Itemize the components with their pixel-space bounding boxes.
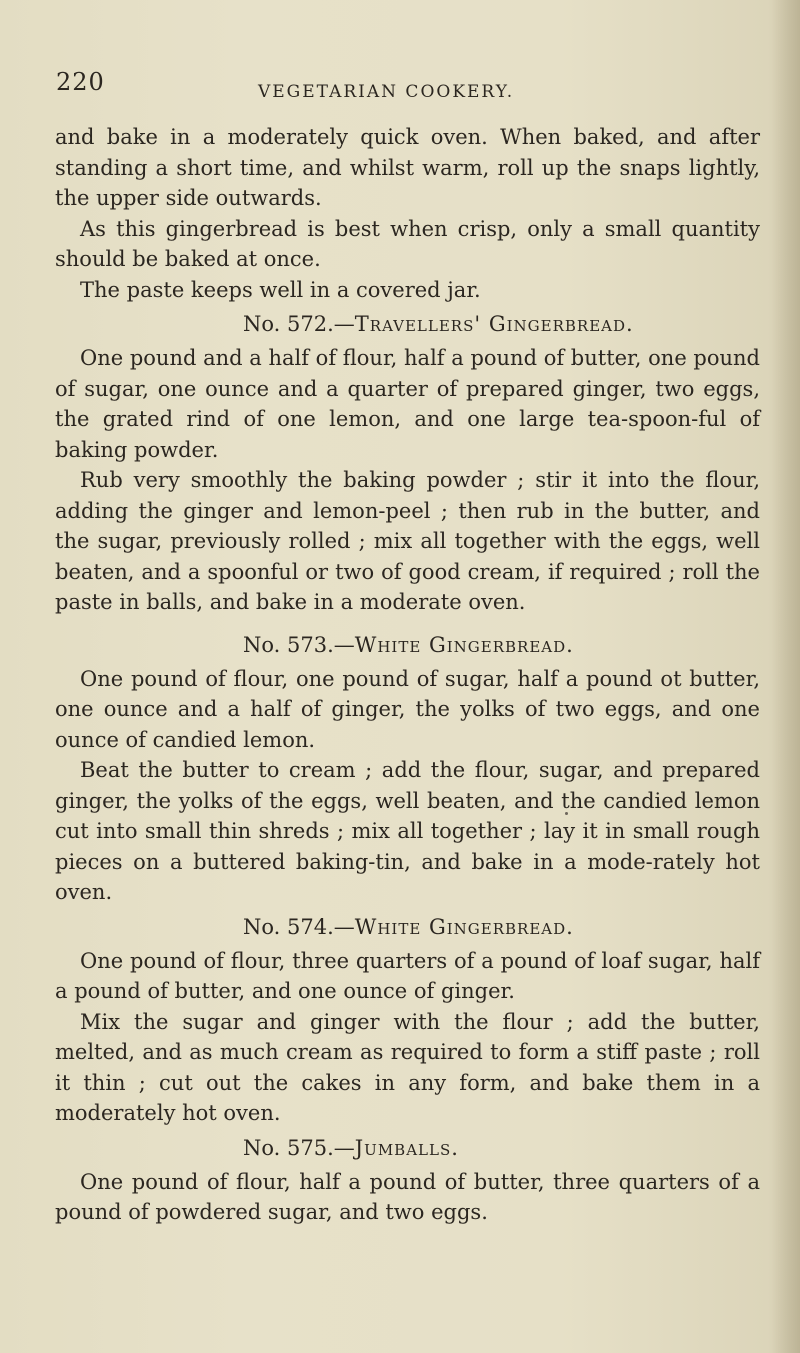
paragraph: Beat the butter to cream ; add the flour, sugar, and prepared ginger, the yolks of the eggs, well beaten, and the candied lemon cut into small thin shreds ; mix all together ; lay it in small rough pieces on a buttered baking-tin, and bake in a mode-rately hot oven. [55, 758, 760, 904]
paragraph: and bake in a moderately quick oven. When baked, and after standing a short time, and whilst warm, roll up the snaps lightly, the upper side outwards. [55, 125, 760, 210]
paragraph: Rub very smoothly the baking powder ; stir it into the flour, adding the ginger and lemon-peel ; then rub in the butter, and the sugar, previously rolled ; mix all together with the eggs, well beaten, and a spoonful or two of good cream, if required ; roll the paste in balls, and bake in a moderate oven. [55, 468, 760, 614]
recipe-number: No. 574. [243, 914, 334, 939]
paragraph: One pound and a half of flour, half a pound of butter, one pound of sugar, one ounce and a quarter of prepared ginger, two eggs, the grated rind of one lemon, and one large tea-spoon-ful of baking powder. [55, 346, 760, 462]
paragraph: The paste keeps well in a covered jar. [80, 277, 481, 302]
body-text [55, 122, 760, 1228]
recipe-heading: No. 574.—White Gingerbread. [243, 914, 574, 939]
recipe-title: Jumballs. [354, 1135, 459, 1160]
recipe-title: Travellers' Gingerbread. [354, 312, 634, 336]
paragraph: One pound of flour, half a pound of butter, three quarters of a pound of powdered sugar, and two eggs. [55, 1169, 760, 1224]
recipe-title: White Gingerbread. [354, 914, 574, 939]
paragraph: One pound of flour, three quarters of a pound of loaf sugar, half a pound of butter, and one ounce of ginger. [55, 948, 760, 1003]
recipe-title: White Gingerbread. [354, 632, 574, 657]
paragraph: One pound of flour, one pound of sugar, half a pound ot butter, one ounce and a half of ginger, the yolks of two eggs, and one ounce of candied lemon. [55, 666, 760, 752]
page-edge-shadow [772, 0, 800, 1353]
paragraph: Mix the sugar and ginger with the flour ; add the butter, melted, and as much cream as required to form a stiff paste ; roll it thin ; cut out the cakes in any form, and bake them in a moderately hot oven. [55, 1009, 760, 1125]
ink-speck [565, 812, 568, 815]
recipe-number: No. 573. [243, 632, 334, 657]
recipe-number: No. 575. [243, 1135, 334, 1160]
recipe-heading: No. 575.—Jumballs. [243, 1135, 459, 1160]
running-title: VEGETARIAN COOKERY. [258, 82, 515, 102]
recipe-heading: No. 573.—White Gingerbread. [243, 632, 574, 657]
paragraph: As this gingerbread is best when crisp, only a small quantity should be baked at once. [55, 216, 760, 271]
recipe-number: No. 572. [243, 312, 334, 336]
running-head [56, 68, 746, 104]
recipe-heading: No. 572.—Travellers' Gingerbread. [243, 312, 634, 336]
page-number: 220 [56, 68, 105, 96]
